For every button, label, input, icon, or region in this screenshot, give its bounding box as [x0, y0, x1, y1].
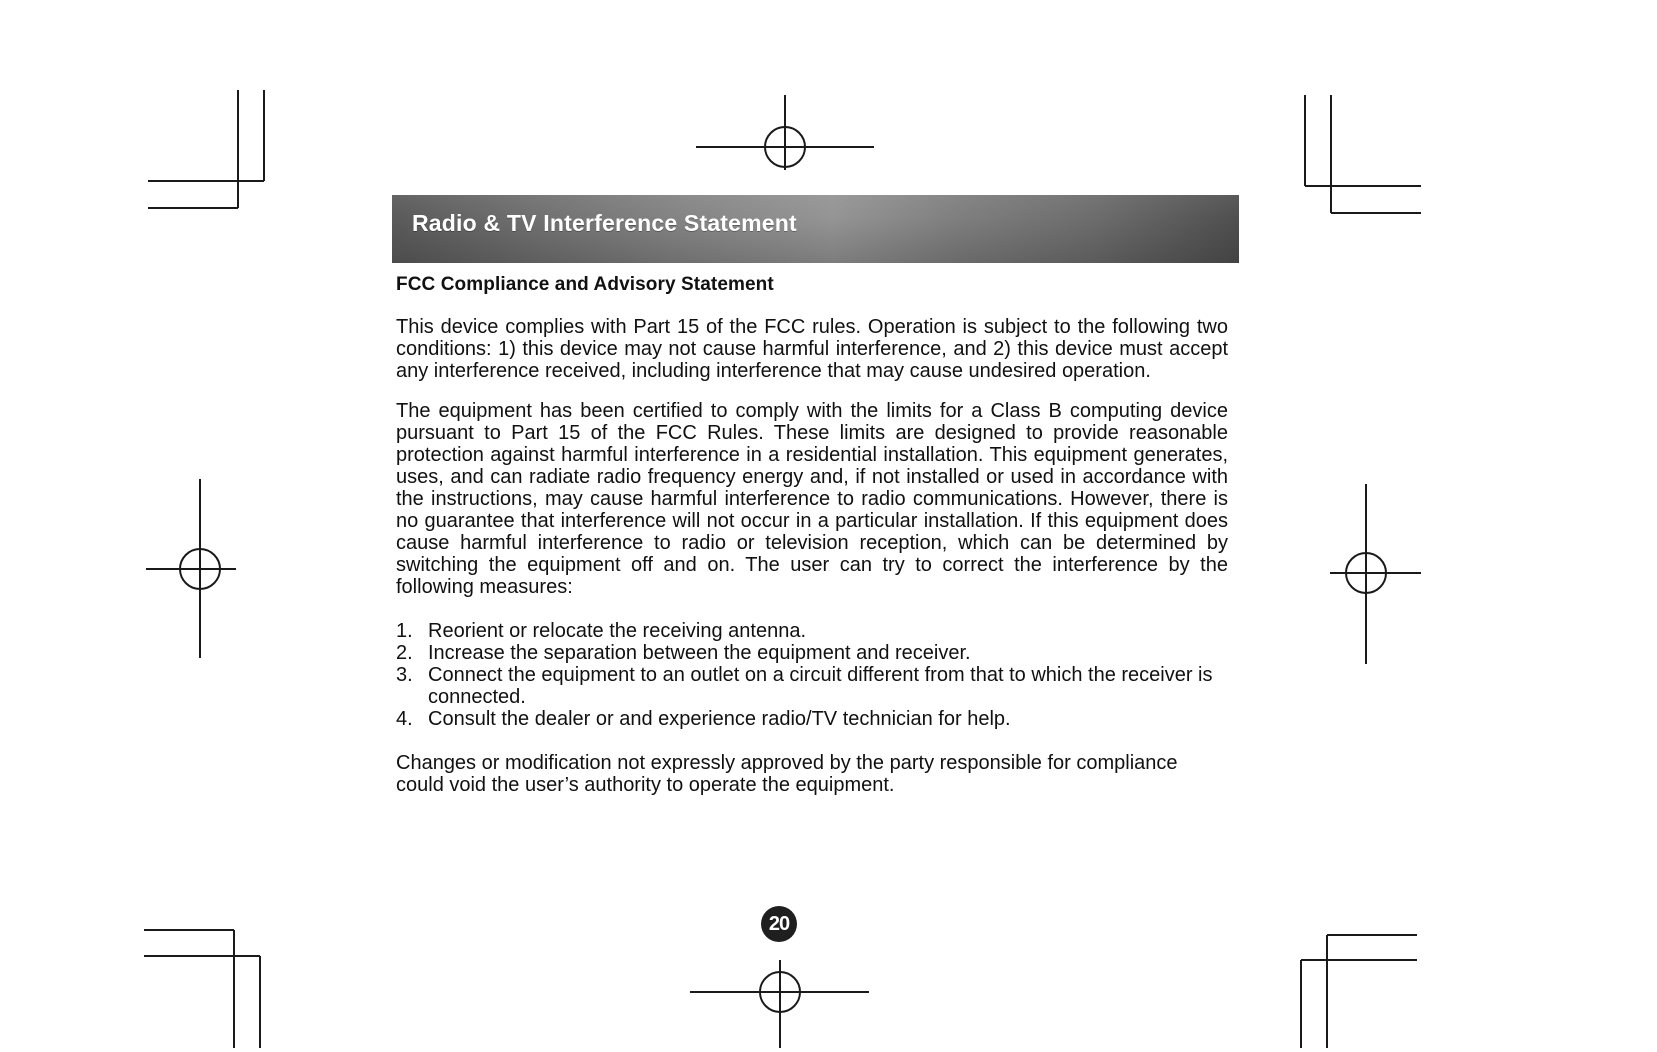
section-header-band	[392, 195, 1239, 263]
list-item	[396, 642, 1228, 664]
corrective-measures-list	[396, 620, 1228, 730]
list-item-number: 3.	[396, 664, 413, 686]
crop-mark-top-left	[148, 90, 264, 208]
registration-mark-right	[1330, 484, 1421, 664]
page-number-badge: 20	[761, 906, 797, 942]
statement-content	[396, 272, 1228, 796]
list-item	[396, 620, 1228, 642]
paragraph-modification-warning: Changes or modification not expressly approved by the party responsible for compliance could void the user’s authority to operate the equipment.	[396, 752, 1178, 796]
registration-mark-left	[146, 479, 236, 658]
list-item-number: 2.	[396, 642, 413, 664]
paragraph-compliance-conditions: This device complies with Part 15 of the FCC rules. Operation is subject to the following two conditions: 1) this device may not cause harmful interference, and 2) this device must accept any interference received, including interference that may cause undesired operation.	[396, 316, 1228, 382]
list-item-number: 1.	[396, 620, 413, 642]
list-item-text: Reorient or relocate the receiving antenna.	[428, 620, 807, 642]
list-item	[396, 708, 1228, 730]
list-item	[396, 664, 1228, 708]
section-heading: FCC Compliance and Advisory Statement	[396, 274, 774, 295]
list-item-text: Consult the dealer or and experience radio/TV technician for help.	[428, 708, 1011, 730]
paragraph-class-b-details: The equipment has been certified to comply with the limits for a Class B computing device pursuant to Part 15 of the FCC Rules. These limits are designed to provide reasonable protection against harmful interference in a residential installation. This equipment generates, uses, and can radiate radio frequency energy and, if not installed or used in accordance with the instructions, may cause harmful interference to radio communications. However, there is no guarantee that interference will not occur in a particular installation. If this equipment does cause harmful interference to radio or television reception, which can be determined by switching the equipment off and on. The user can try to correct the interference by the following measures:	[396, 400, 1228, 598]
registration-mark-bottom	[690, 960, 869, 1048]
registration-mark-top	[696, 95, 874, 170]
list-item-number: 4.	[396, 708, 413, 730]
list-item-text: Increase the separation between the equipment and receiver.	[428, 642, 971, 664]
crop-mark-bottom-right	[1301, 935, 1417, 1048]
page-title: Radio & TV Interference Statement	[412, 210, 797, 236]
list-item-text: Connect the equipment to an outlet on a circuit different from that to which the receiver is connected.	[428, 664, 1213, 708]
crop-mark-bottom-left	[144, 930, 260, 1048]
crop-mark-top-right	[1305, 95, 1421, 213]
